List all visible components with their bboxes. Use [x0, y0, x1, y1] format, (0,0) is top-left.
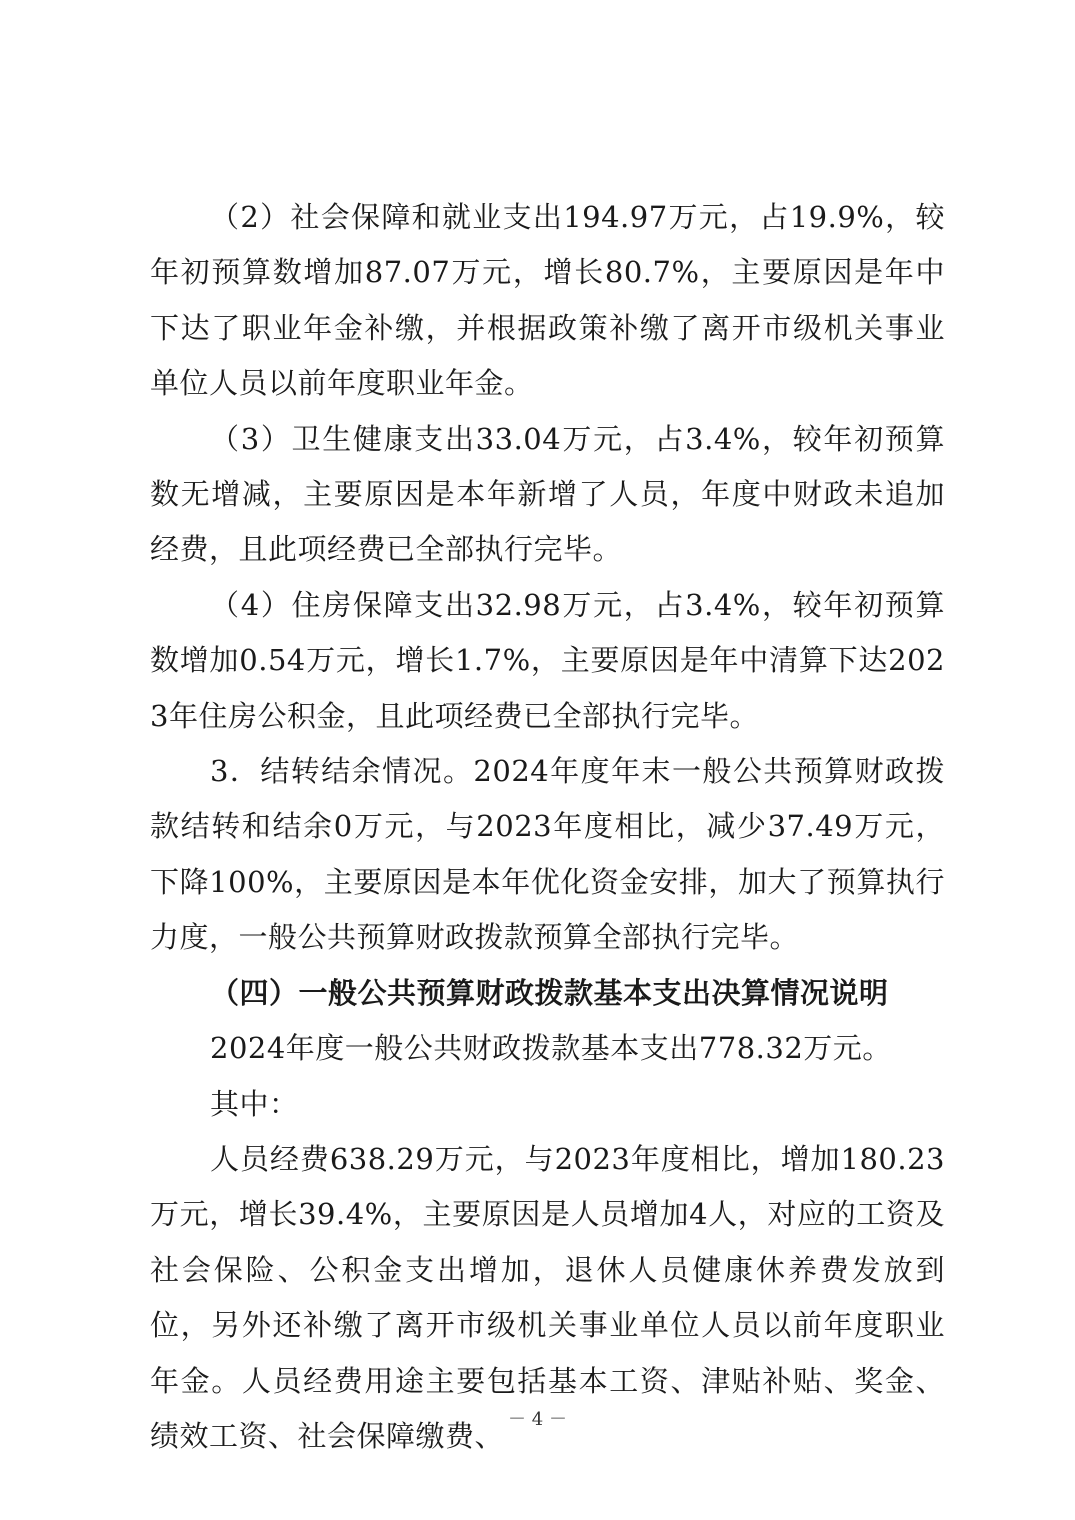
paragraph-personnel-costs: 人员经费638.29万元，与2023年度相比，增加180.23万元，增长39.4%，主要原因是人员增加4人，对应的工资及社会保险、公积金支出增加，退休人员健康休养费发放到位，另外还补缴了离开市级机关事业单位人员以前年度职业年金。人员经费用途主要包括基本工资、津贴补贴、奖金、绩效工资、社会保障缴费、 [150, 1141, 945, 1453]
page-number: － 4 － [508, 1409, 567, 1430]
document-body [150, 190, 945, 1464]
paragraph-health: （3）卫生健康支出33.04万元，占3.4%，较年初预算数无增减，主要原因是本年新增了人员，年度中财政未追加经费，且此项经费已全部执行完毕。 [150, 421, 945, 567]
paragraph-carryover: 3．结转结余情况。2024年度年末一般公共预算财政拨款结转和结余0万元，与2023年度相比，减少37.49万元，下降100%，主要原因是本年优化资金安排，加大了预算执行力度，一般公共预算财政拨款预算全部执行完毕。 [150, 754, 945, 955]
paragraph-among-which: 其中： [210, 1086, 299, 1121]
paragraph-social-security: （2）社会保障和就业支出194.97万元，占19.9%，较年初预算数增加87.07万元，增长80.7%，主要原因是年中下达了职业年金补缴，并根据政策补缴了离开市级机关事业单位人员以前年度职业年金。 [150, 200, 945, 401]
section-heading: （四）一般公共预算财政拨款基本支出决算情况说明 [210, 975, 889, 1010]
paragraph-housing: （4）住房保障支出32.98万元，占3.4%，较年初预算数增加0.54万元，增长1.7%，主要原因是年中清算下达2023年住房公积金，且此项经费已全部执行完毕。 [150, 587, 945, 733]
paragraph-basic-expenditure: 2024年度一般公共财政拨款基本支出778.32万元。 [210, 1031, 892, 1066]
